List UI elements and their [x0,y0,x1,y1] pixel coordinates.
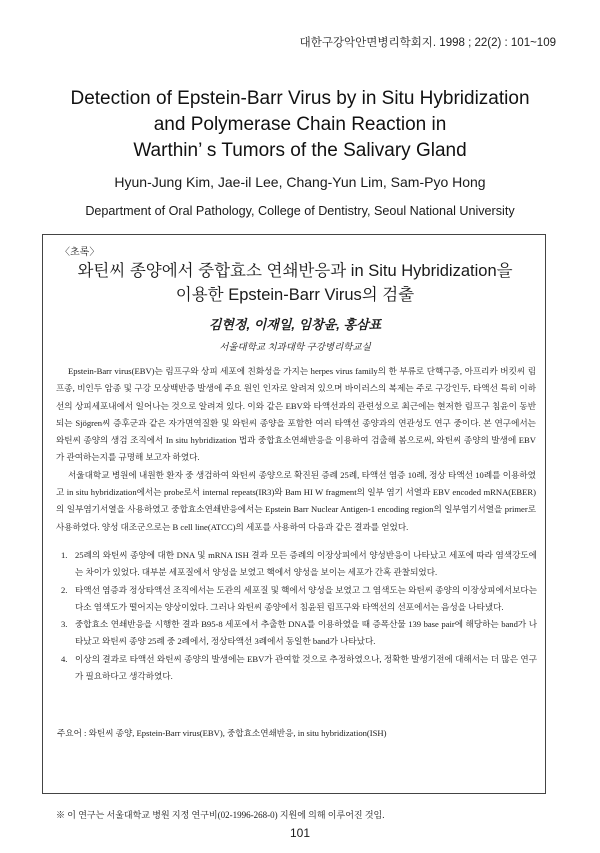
korean-title-line: 와틴씨 종양에서 중합효소 연쇄반응과 in Situ Hybridization을 [77,262,513,280]
result-text: 25례의 와틴씨 종양에 대한 DNA 및 mRNA ISH 결과 모든 증례의 이장상피에서 양성반응이 나타났고 세포에 따라 염색강도에는 차이가 있었다. 대부분 세포질에서 양성을 보였고 핵에서 양성을 보이는 세포가 간혹 관찰되었다. [75,550,537,578]
result-text: 중합효소 연쇄반응을 시행한 결과 B95-8 세포에서 추출한 DNA를 이용하였을 때 증폭산물 139 base pair에 해당하는 band가 나타났고 와틴씨 종양 25례 중 2례에서, 정상타액선 3례에서 동일한 band가 나타났다. [75,619,537,647]
result-number: 3. [61,619,68,630]
abstract-paragraph: Epstein-Barr virus(EBV)는 림프구와 상피 세포에 친화성을 가지는 herpes virus family의 한 부류로 단핵구증, 아프리카 버킷씨 림프종, 비인두 암종 및 구강 모상백반증 발생에 주요 원인 인자로 알려져 있으며 바이러스의 복제는 주로 구강인두, 타액선 특히 이하선의 상피세포내에서 일어나는 것으로 알려져 있다. 이와 같은 EBV와 타액선과의 관련성으로 최근에는 현저한 림프구 침윤이 동반되는 Sjögren씨 증후군과 같은 자가면역질환 및 와틴씨 종양을 포함한 여러 타액선 종양과의 연관성도 연구 중이다. 본 연구에서는 와틴씨 종양의 생검 조직에서 In situ hybridization 법과 중합효소연쇄반응을 이용하여 검출해 봄으로써, 와틴씨 종양의 발생에 EBV가 관여하는지를 규명해 보고자 하였다. [56,366,536,463]
result-item [61,547,537,582]
title-line: and Polymerase Chain Reaction in [153,114,447,135]
result-item [61,651,537,686]
korean-title [53,259,537,307]
title-line: Warthin’ s Tumors of the Salivary Gland [133,140,467,161]
korean-affiliation: 서울대학교 치과대학 구강병리학교실 [219,343,371,353]
result-number: 1. [61,550,68,560]
abstract-paragraph: 서울대학교 병원에 내원한 환자 중 생검하여 와틴씨 종양으로 확진된 증례 25례, 타액선 염증 10례, 정상 타액선 10례를 이용하였고 in situ hybridization에서는 probe로서 internal repeats(IR3)와 Bam HI W fragment의 일부 염기 서열과 EBV encoded mRNA(EBER)의 일부염기서열을 사용하였고 중합효소연쇄반응에서는 Epstein Barr Nuclear Antigen-1 encoding region의 일부염기서열을 primer로 사용하였다. 양성 대조군으로는 B cell line(ATCC)의 세포를 사용하여 다음과 같은 결과를 얻었다. [56,469,536,532]
affiliation: Department of Oral Pathology, College of Dentistry, Seoul National University [85,204,515,218]
korean-authors: 김현정, 이재일, 임창윤, 홍삼표 [208,317,382,332]
result-text: 타액선 염증과 정상타액선 조직에서는 도관의 세포질 및 핵에서 양성을 보였고 그 염색도는 와틴씨 종양의 이장상피에서보다는 다소 염색도가 떨어지는 양상이었다. 그러나 와틴씨 종양에서 침윤된 림프구와 타액선의 선포에서는 음성을 나타냈다. [75,584,537,612]
article-title [40,86,560,164]
korean-title-line: 이용한 Epstein-Barr Virus의 검출 [175,286,415,304]
keywords: 주요어 : 와틴씨 종양, Epstein-Barr virus(EBV), 중합효소연쇄반응, in situ hybridization(ISH) [57,728,387,738]
result-item [61,582,537,617]
result-item [61,616,537,651]
abstract-body [56,363,536,536]
journal-citation: 대한구강악안면병리학회지. 1998 ; 22(2) : 101~109 [299,37,556,49]
page-number: 101 [289,826,311,840]
title-line: Detection of Epstein-Barr Virus by in Situ Hybridization [70,88,530,109]
funding-footnote: ※ 이 연구는 서울대학교 병원 지정 연구비(02-1996-268-0) 지원에 의해 이루어진 것임. [56,810,385,820]
result-number: 2. [61,584,68,595]
results-list [61,547,537,685]
abstract-tag: 〈초록〉 [60,247,100,258]
author-list: Hyun-Jung Kim, Jae-il Lee, Chang-Yun Lim, Sam-Pyo Hong [114,174,486,190]
korean-abstract-box [42,234,546,794]
result-text: 이상의 결과로 타액선 와틴씨 종양의 발생에는 EBV가 관여할 것으로 추정하였으나, 정확한 발생기전에 대해서는 더 많은 연구가 필요하다고 생각하였다. [75,653,537,682]
result-number: 4. [61,653,68,664]
